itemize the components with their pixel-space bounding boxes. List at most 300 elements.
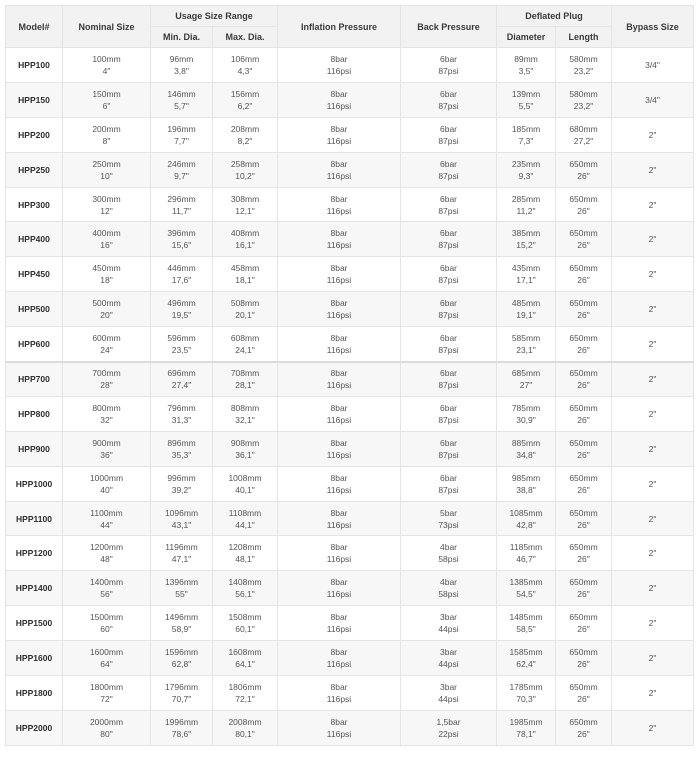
max-dia-cell bbox=[213, 292, 278, 327]
min-dia-primary: 1596mm bbox=[164, 647, 199, 658]
max-dia-primary: 1508mm bbox=[228, 612, 262, 623]
bypass-size-cell: 2" bbox=[612, 606, 694, 641]
length-secondary: 26" bbox=[577, 554, 590, 565]
bypass-size-cell: 2" bbox=[612, 501, 694, 536]
length-secondary: 26" bbox=[577, 728, 590, 739]
back-pressure-cell bbox=[401, 710, 497, 745]
length-cell bbox=[556, 571, 612, 606]
diameter-cell bbox=[497, 606, 556, 641]
max-dia-secondary: 8,2" bbox=[237, 135, 253, 146]
inflation-pressure-primary: 8bar bbox=[330, 716, 348, 727]
min-dia-cell bbox=[151, 117, 213, 152]
nominal-size-cell bbox=[63, 257, 151, 292]
max-dia-cell bbox=[213, 676, 278, 711]
diameter-cell bbox=[497, 362, 556, 397]
header-diameter: Diameter bbox=[497, 27, 556, 48]
inflation-pressure-secondary: 116psi bbox=[326, 449, 352, 460]
diameter-cell bbox=[497, 501, 556, 536]
nominal-size-secondary: 60" bbox=[100, 624, 113, 635]
min-dia-secondary: 39,2" bbox=[171, 484, 192, 495]
back-pressure-primary: 6bar bbox=[439, 368, 457, 379]
min-dia-secondary: 11,7" bbox=[172, 205, 191, 216]
diameter-cell bbox=[497, 152, 556, 187]
back-pressure-cell bbox=[401, 676, 497, 711]
min-dia-secondary: 9,7" bbox=[174, 170, 189, 181]
inflation-pressure-secondary: 116psi bbox=[326, 135, 352, 146]
diameter-primary: 585mm bbox=[511, 332, 541, 343]
nominal-size-cell bbox=[63, 641, 151, 676]
inflation-pressure-cell bbox=[278, 606, 401, 641]
inflation-pressure-secondary: 116psi bbox=[326, 519, 352, 530]
nominal-size-secondary: 28" bbox=[100, 380, 113, 391]
back-pressure-secondary: 58psi bbox=[438, 554, 459, 565]
length-secondary: 26" bbox=[577, 275, 590, 286]
min-dia-secondary: 47,1" bbox=[171, 554, 192, 565]
nominal-size-secondary: 80" bbox=[100, 728, 113, 739]
back-pressure-secondary: 87psi bbox=[438, 414, 459, 425]
diameter-primary: 485mm bbox=[511, 298, 541, 309]
diameter-secondary: 38,8" bbox=[516, 484, 536, 495]
min-dia-primary: 296mm bbox=[167, 193, 196, 204]
length-secondary: 26" bbox=[577, 344, 590, 355]
length-primary: 650mm bbox=[569, 507, 598, 518]
diameter-secondary: 58,5" bbox=[516, 624, 536, 635]
min-dia-secondary: 17,6" bbox=[171, 275, 192, 286]
inflation-pressure-secondary: 116psi bbox=[326, 414, 352, 425]
nominal-size-secondary: 36" bbox=[100, 449, 113, 460]
inflation-pressure-primary: 8bar bbox=[330, 577, 348, 588]
header-model: Model# bbox=[6, 6, 63, 48]
length-primary: 650mm bbox=[569, 368, 598, 379]
back-pressure-secondary: 87psi bbox=[438, 65, 459, 76]
table-row bbox=[6, 431, 694, 466]
max-dia-primary: 908mm bbox=[230, 437, 260, 448]
diameter-primary: 1385mm bbox=[509, 577, 543, 588]
inflation-pressure-cell bbox=[278, 327, 401, 362]
table-row bbox=[6, 676, 694, 711]
table-header bbox=[6, 6, 694, 48]
bypass-size-cell: 2" bbox=[612, 676, 694, 711]
diameter-primary: 89mm bbox=[514, 53, 538, 64]
min-dia-secondary: 78,6" bbox=[171, 728, 192, 739]
max-dia-primary: 156mm bbox=[230, 88, 260, 99]
diameter-secondary: 78,1" bbox=[516, 728, 536, 739]
header-min-dia: Min. Dia. bbox=[151, 27, 213, 48]
model-cell: HPP1500 bbox=[6, 606, 63, 641]
length-secondary: 27,2" bbox=[573, 135, 594, 146]
inflation-pressure-primary: 8bar bbox=[330, 193, 348, 204]
diameter-primary: 435mm bbox=[511, 263, 541, 274]
nominal-size-cell bbox=[63, 676, 151, 711]
model-cell: HPP150 bbox=[6, 82, 63, 117]
inflation-pressure-secondary: 116psi bbox=[326, 310, 352, 321]
bypass-size-cell: 2" bbox=[612, 571, 694, 606]
min-dia-primary: 196mm bbox=[167, 123, 196, 134]
min-dia-cell bbox=[151, 431, 213, 466]
inflation-pressure-primary: 8bar bbox=[330, 437, 348, 448]
max-dia-primary: 708mm bbox=[230, 368, 260, 379]
back-pressure-primary: 4bar bbox=[439, 577, 457, 588]
nominal-size-cell bbox=[63, 222, 151, 257]
back-pressure-primary: 6bar bbox=[439, 298, 457, 309]
min-dia-secondary: 15,6" bbox=[171, 240, 192, 251]
back-pressure-primary: 6bar bbox=[439, 437, 457, 448]
inflation-pressure-secondary: 116psi bbox=[326, 240, 352, 251]
max-dia-cell bbox=[213, 466, 278, 501]
min-dia-primary: 246mm bbox=[167, 158, 196, 169]
inflation-pressure-secondary: 116psi bbox=[326, 205, 352, 216]
max-dia-cell bbox=[213, 187, 278, 222]
nominal-size-primary: 450mm bbox=[92, 263, 121, 274]
max-dia-secondary: 56,1" bbox=[235, 589, 255, 600]
inflation-pressure-cell bbox=[278, 222, 401, 257]
diameter-cell bbox=[497, 48, 556, 83]
back-pressure-cell bbox=[401, 536, 497, 571]
diameter-cell bbox=[497, 292, 556, 327]
max-dia-primary: 308mm bbox=[230, 193, 260, 204]
back-pressure-cell bbox=[401, 187, 497, 222]
nominal-size-cell bbox=[63, 710, 151, 745]
max-dia-cell bbox=[213, 152, 278, 187]
inflation-pressure-cell bbox=[278, 117, 401, 152]
diameter-cell bbox=[497, 187, 556, 222]
table-row bbox=[6, 187, 694, 222]
nominal-size-cell bbox=[63, 536, 151, 571]
back-pressure-secondary: 87psi bbox=[438, 484, 459, 495]
model-cell: HPP450 bbox=[6, 257, 63, 292]
back-pressure-secondary: 73psi bbox=[438, 519, 459, 530]
back-pressure-primary: 1,5bar bbox=[436, 716, 461, 727]
inflation-pressure-cell bbox=[278, 536, 401, 571]
length-primary: 650mm bbox=[569, 332, 598, 343]
back-pressure-primary: 6bar bbox=[439, 332, 457, 343]
max-dia-primary: 2008mm bbox=[228, 716, 262, 727]
model-cell: HPP1400 bbox=[6, 571, 63, 606]
min-dia-cell bbox=[151, 571, 213, 606]
inflation-pressure-secondary: 116psi bbox=[326, 344, 352, 355]
back-pressure-secondary: 44psi bbox=[438, 659, 459, 670]
nominal-size-primary: 1000mm bbox=[89, 472, 124, 483]
bypass-size-cell: 2" bbox=[612, 362, 694, 397]
min-dia-primary: 1496mm bbox=[164, 612, 199, 623]
max-dia-primary: 106mm bbox=[230, 53, 260, 64]
max-dia-cell bbox=[213, 536, 278, 571]
table-row bbox=[6, 396, 694, 431]
back-pressure-secondary: 87psi bbox=[438, 170, 459, 181]
back-pressure-secondary: 87psi bbox=[438, 275, 459, 286]
nominal-size-primary: 900mm bbox=[92, 437, 121, 448]
min-dia-primary: 146mm bbox=[167, 88, 196, 99]
nominal-size-secondary: 18" bbox=[100, 275, 113, 286]
diameter-primary: 1185mm bbox=[509, 542, 543, 553]
max-dia-secondary: 4,3" bbox=[237, 65, 253, 76]
back-pressure-cell bbox=[401, 292, 497, 327]
length-secondary: 26" bbox=[577, 240, 590, 251]
table-row bbox=[6, 466, 694, 501]
min-dia-cell bbox=[151, 327, 213, 362]
table-row bbox=[6, 152, 694, 187]
diameter-primary: 1085mm bbox=[509, 507, 543, 518]
inflation-pressure-secondary: 116psi bbox=[326, 624, 352, 635]
diameter-secondary: 70,3" bbox=[516, 693, 536, 704]
min-dia-cell bbox=[151, 501, 213, 536]
max-dia-secondary: 20,1" bbox=[235, 310, 255, 321]
length-primary: 650mm bbox=[569, 228, 598, 239]
max-dia-cell bbox=[213, 117, 278, 152]
nominal-size-cell bbox=[63, 501, 151, 536]
length-cell bbox=[556, 48, 612, 83]
max-dia-primary: 1408mm bbox=[228, 577, 262, 588]
max-dia-cell bbox=[213, 327, 278, 362]
inflation-pressure-secondary: 116psi bbox=[326, 693, 352, 704]
back-pressure-cell bbox=[401, 431, 497, 466]
diameter-secondary: 9,3" bbox=[518, 170, 534, 181]
length-cell bbox=[556, 257, 612, 292]
nominal-size-secondary: 20" bbox=[100, 310, 113, 321]
length-cell bbox=[556, 431, 612, 466]
bypass-size-cell: 2" bbox=[612, 396, 694, 431]
inflation-pressure-primary: 8bar bbox=[330, 507, 348, 518]
nominal-size-primary: 500mm bbox=[92, 298, 121, 309]
length-primary: 680mm bbox=[569, 123, 598, 134]
nominal-size-secondary: 44" bbox=[100, 519, 113, 530]
length-primary: 650mm bbox=[569, 716, 598, 727]
max-dia-cell bbox=[213, 571, 278, 606]
diameter-cell bbox=[497, 82, 556, 117]
max-dia-primary: 458mm bbox=[230, 263, 260, 274]
diameter-primary: 1785mm bbox=[509, 681, 543, 692]
min-dia-primary: 496mm bbox=[167, 298, 196, 309]
nominal-size-primary: 250mm bbox=[92, 158, 121, 169]
length-cell bbox=[556, 292, 612, 327]
length-cell bbox=[556, 710, 612, 745]
max-dia-primary: 1108mm bbox=[228, 507, 262, 518]
header-bypass-size: Bypass Size bbox=[612, 6, 694, 48]
table-row bbox=[6, 606, 694, 641]
min-dia-cell bbox=[151, 710, 213, 745]
min-dia-cell bbox=[151, 222, 213, 257]
back-pressure-cell bbox=[401, 466, 497, 501]
min-dia-secondary: 31,3" bbox=[171, 414, 192, 425]
nominal-size-secondary: 16" bbox=[100, 240, 113, 251]
table-row bbox=[6, 501, 694, 536]
inflation-pressure-primary: 8bar bbox=[330, 368, 348, 379]
table-row bbox=[6, 362, 694, 397]
header-length: Length bbox=[556, 27, 612, 48]
model-cell: HPP200 bbox=[6, 117, 63, 152]
diameter-cell bbox=[497, 641, 556, 676]
min-dia-secondary: 35,3" bbox=[171, 449, 192, 460]
back-pressure-cell bbox=[401, 152, 497, 187]
nominal-size-primary: 1600mm bbox=[89, 647, 124, 658]
nominal-size-cell bbox=[63, 82, 151, 117]
nominal-size-primary: 1200mm bbox=[89, 542, 124, 553]
inflation-pressure-cell bbox=[278, 466, 401, 501]
nominal-size-primary: 300mm bbox=[92, 193, 121, 204]
max-dia-cell bbox=[213, 222, 278, 257]
inflation-pressure-primary: 8bar bbox=[330, 158, 348, 169]
inflation-pressure-primary: 8bar bbox=[330, 681, 348, 692]
min-dia-cell bbox=[151, 257, 213, 292]
length-cell bbox=[556, 82, 612, 117]
table-body bbox=[6, 48, 694, 746]
back-pressure-secondary: 44psi bbox=[438, 624, 459, 635]
length-primary: 580mm bbox=[569, 88, 598, 99]
bypass-size-cell: 3/4" bbox=[612, 48, 694, 83]
table-row bbox=[6, 327, 694, 362]
model-cell: HPP500 bbox=[6, 292, 63, 327]
diameter-primary: 1585mm bbox=[509, 647, 543, 658]
model-cell: HPP700 bbox=[6, 362, 63, 397]
min-dia-cell bbox=[151, 187, 213, 222]
nominal-size-primary: 1100mm bbox=[90, 507, 123, 518]
min-dia-secondary: 58,9" bbox=[171, 624, 192, 635]
length-cell bbox=[556, 362, 612, 397]
min-dia-primary: 896mm bbox=[167, 437, 196, 448]
back-pressure-primary: 6bar bbox=[439, 228, 457, 239]
max-dia-cell bbox=[213, 641, 278, 676]
back-pressure-secondary: 87psi bbox=[438, 449, 459, 460]
max-dia-cell bbox=[213, 362, 278, 397]
nominal-size-cell bbox=[63, 187, 151, 222]
model-cell: HPP250 bbox=[6, 152, 63, 187]
model-cell: HPP600 bbox=[6, 327, 63, 362]
max-dia-primary: 808mm bbox=[230, 402, 260, 413]
length-primary: 650mm bbox=[569, 472, 598, 483]
max-dia-secondary: 28,1" bbox=[235, 380, 255, 391]
inflation-pressure-secondary: 116psi bbox=[326, 100, 352, 111]
model-cell: HPP1800 bbox=[6, 676, 63, 711]
max-dia-cell bbox=[213, 710, 278, 745]
length-primary: 650mm bbox=[569, 158, 598, 169]
back-pressure-primary: 6bar bbox=[439, 53, 457, 64]
nominal-size-secondary: 56" bbox=[100, 589, 113, 600]
back-pressure-primary: 6bar bbox=[439, 472, 457, 483]
table-row bbox=[6, 641, 694, 676]
nominal-size-secondary: 8" bbox=[102, 135, 111, 146]
back-pressure-primary: 6bar bbox=[439, 158, 457, 169]
length-cell bbox=[556, 117, 612, 152]
back-pressure-secondary: 87psi bbox=[438, 380, 459, 391]
table-row bbox=[6, 48, 694, 83]
diameter-secondary: 19,1" bbox=[516, 310, 536, 321]
nominal-size-secondary: 4" bbox=[102, 65, 111, 76]
max-dia-secondary: 72,1" bbox=[235, 693, 255, 704]
diameter-secondary: 46,7" bbox=[516, 554, 536, 565]
length-primary: 650mm bbox=[569, 263, 598, 274]
back-pressure-primary: 4bar bbox=[439, 542, 457, 553]
model-cell: HPP400 bbox=[6, 222, 63, 257]
back-pressure-primary: 6bar bbox=[439, 193, 457, 204]
length-primary: 650mm bbox=[569, 542, 598, 553]
max-dia-secondary: 48,1" bbox=[235, 554, 255, 565]
min-dia-secondary: 62,8" bbox=[171, 659, 192, 670]
bypass-size-cell: 2" bbox=[612, 466, 694, 501]
min-dia-secondary: 55" bbox=[175, 589, 188, 600]
min-dia-cell bbox=[151, 676, 213, 711]
min-dia-cell bbox=[151, 606, 213, 641]
inflation-pressure-primary: 8bar bbox=[330, 612, 348, 623]
max-dia-secondary: 60,1" bbox=[235, 624, 255, 635]
max-dia-secondary: 40,1" bbox=[235, 484, 255, 495]
bypass-size-cell: 2" bbox=[612, 327, 694, 362]
nominal-size-cell bbox=[63, 606, 151, 641]
min-dia-cell bbox=[151, 292, 213, 327]
inflation-pressure-primary: 8bar bbox=[330, 542, 348, 553]
nominal-size-secondary: 24" bbox=[100, 344, 113, 355]
nominal-size-primary: 1800mm bbox=[89, 681, 124, 692]
inflation-pressure-cell bbox=[278, 431, 401, 466]
diameter-secondary: 23,1" bbox=[516, 344, 536, 355]
nominal-size-secondary: 6" bbox=[102, 100, 111, 111]
diameter-primary: 1985mm bbox=[509, 716, 543, 727]
length-secondary: 26" bbox=[577, 380, 590, 391]
back-pressure-primary: 3bar bbox=[439, 681, 457, 692]
inflation-pressure-primary: 8bar bbox=[330, 472, 348, 483]
inflation-pressure-secondary: 116psi bbox=[326, 659, 352, 670]
max-dia-primary: 508mm bbox=[230, 298, 260, 309]
header-deflated-plug: Deflated Plug bbox=[497, 6, 612, 27]
max-dia-cell bbox=[213, 48, 278, 83]
back-pressure-cell bbox=[401, 222, 497, 257]
nominal-size-cell bbox=[63, 117, 151, 152]
diameter-primary: 139mm bbox=[511, 88, 541, 99]
bypass-size-cell: 2" bbox=[612, 641, 694, 676]
inflation-pressure-secondary: 116psi bbox=[326, 589, 352, 600]
diameter-cell bbox=[497, 466, 556, 501]
nominal-size-primary: 700mm bbox=[92, 368, 121, 379]
back-pressure-primary: 6bar bbox=[439, 88, 457, 99]
header-inflation-pressure: Inflation Pressure bbox=[278, 6, 401, 48]
inflation-pressure-cell bbox=[278, 257, 401, 292]
diameter-cell bbox=[497, 257, 556, 292]
max-dia-cell bbox=[213, 396, 278, 431]
min-dia-primary: 1196mm bbox=[165, 542, 198, 553]
nominal-size-secondary: 32" bbox=[100, 414, 113, 425]
inflation-pressure-cell bbox=[278, 710, 401, 745]
inflation-pressure-cell bbox=[278, 641, 401, 676]
back-pressure-primary: 6bar bbox=[439, 123, 457, 134]
inflation-pressure-secondary: 116psi bbox=[326, 484, 352, 495]
diameter-secondary: 54,5" bbox=[516, 589, 536, 600]
inflation-pressure-primary: 8bar bbox=[330, 88, 348, 99]
min-dia-cell bbox=[151, 152, 213, 187]
length-primary: 650mm bbox=[569, 298, 598, 309]
length-primary: 580mm bbox=[569, 53, 598, 64]
back-pressure-primary: 6bar bbox=[439, 402, 457, 413]
back-pressure-cell bbox=[401, 82, 497, 117]
inflation-pressure-secondary: 116psi bbox=[326, 728, 352, 739]
header-usage-size-range: Usage Size Range bbox=[151, 6, 278, 27]
nominal-size-cell bbox=[63, 466, 151, 501]
diameter-secondary: 11,2" bbox=[516, 205, 536, 216]
back-pressure-secondary: 58psi bbox=[438, 589, 459, 600]
length-cell bbox=[556, 641, 612, 676]
diameter-secondary: 42,8" bbox=[516, 519, 536, 530]
nominal-size-cell bbox=[63, 571, 151, 606]
model-cell: HPP300 bbox=[6, 187, 63, 222]
diameter-primary: 285mm bbox=[511, 193, 541, 204]
inflation-pressure-cell bbox=[278, 676, 401, 711]
inflation-pressure-cell bbox=[278, 396, 401, 431]
max-dia-cell bbox=[213, 431, 278, 466]
nominal-size-primary: 400mm bbox=[92, 228, 121, 239]
bypass-size-cell: 2" bbox=[612, 536, 694, 571]
inflation-pressure-cell bbox=[278, 187, 401, 222]
bypass-size-cell: 2" bbox=[612, 117, 694, 152]
min-dia-primary: 996mm bbox=[167, 472, 196, 483]
bypass-size-cell: 2" bbox=[612, 257, 694, 292]
